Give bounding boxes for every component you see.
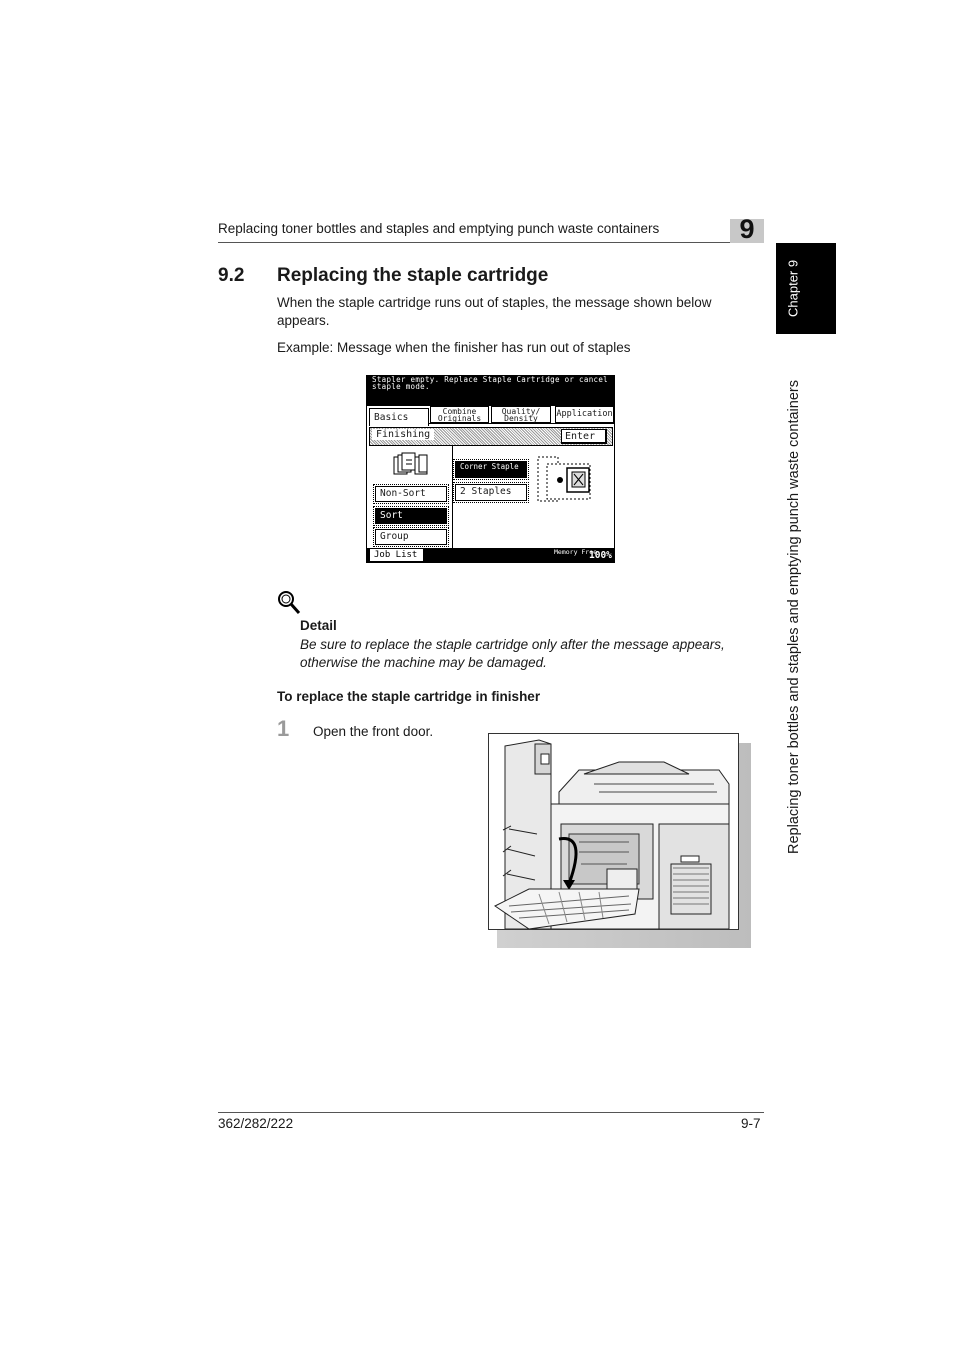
chapter-number: 9 xyxy=(739,214,755,244)
job-list-button[interactable]: Job List xyxy=(370,549,423,561)
control-panel-screen xyxy=(366,375,615,563)
group-button[interactable]: Group xyxy=(375,529,447,545)
side-tab-title: Replacing toner bottles and staples and emptying punch waste containers xyxy=(786,380,802,855)
section-number: 9.2 xyxy=(218,265,245,286)
footer-page-number: 9-7 xyxy=(741,1116,761,1131)
screen-message: Stapler empty. Replace Staple Cartridge or cancel staple mode. xyxy=(367,376,614,406)
finishing-label: Finishing xyxy=(372,429,434,440)
tab-application[interactable]: Application xyxy=(555,406,614,423)
footer-model: 362/282/222 xyxy=(218,1116,294,1131)
corner-staple-icon xyxy=(537,456,593,504)
section-title: Replacing the staple cartridge xyxy=(277,265,549,286)
non-sort-button[interactable]: Non-Sort xyxy=(375,486,447,502)
tab-basics[interactable]: Basics xyxy=(369,408,429,426)
tab-combine-originals[interactable]: Combine Originals xyxy=(430,406,489,423)
detail-text: Be sure to replace the staple cartridge only after the message appears, otherwise the machine may be damaged. xyxy=(300,637,725,670)
magnifier-icon xyxy=(277,590,301,616)
tab-quality-density[interactable]: Quality/ Density xyxy=(491,406,551,423)
copier-drawing xyxy=(489,734,738,929)
tab-divider xyxy=(429,423,614,424)
step-text: Open the front door. xyxy=(313,724,434,739)
copier-front-door-illustration xyxy=(488,733,739,930)
sort-button[interactable]: Sort xyxy=(375,508,447,524)
side-tab-chapter-label: Chapter 9 xyxy=(785,259,801,318)
example-caption: Example: Message when the finisher has run out of staples xyxy=(277,340,631,355)
enter-button[interactable]: Enter xyxy=(561,429,607,444)
corner-staple-button[interactable]: Corner Staple xyxy=(455,461,527,478)
detail-label: Detail xyxy=(300,618,337,633)
procedure-title: To replace the staple cartridge in finisher xyxy=(277,689,541,704)
footer-rule xyxy=(218,1112,764,1113)
memory-label: Memory Free xyxy=(554,548,598,556)
running-header: Replacing toner bottles and staples and emptying punch waste containers xyxy=(218,221,660,236)
sort-icon xyxy=(393,452,431,478)
step-number: 1 xyxy=(277,716,290,741)
header-rule xyxy=(218,242,764,243)
two-staples-button[interactable]: 2 Staples xyxy=(455,484,527,501)
memory-value: 100% xyxy=(589,550,612,561)
intro-paragraph: When the staple cartridge runs out of staples, the message shown below appears. xyxy=(277,295,712,328)
